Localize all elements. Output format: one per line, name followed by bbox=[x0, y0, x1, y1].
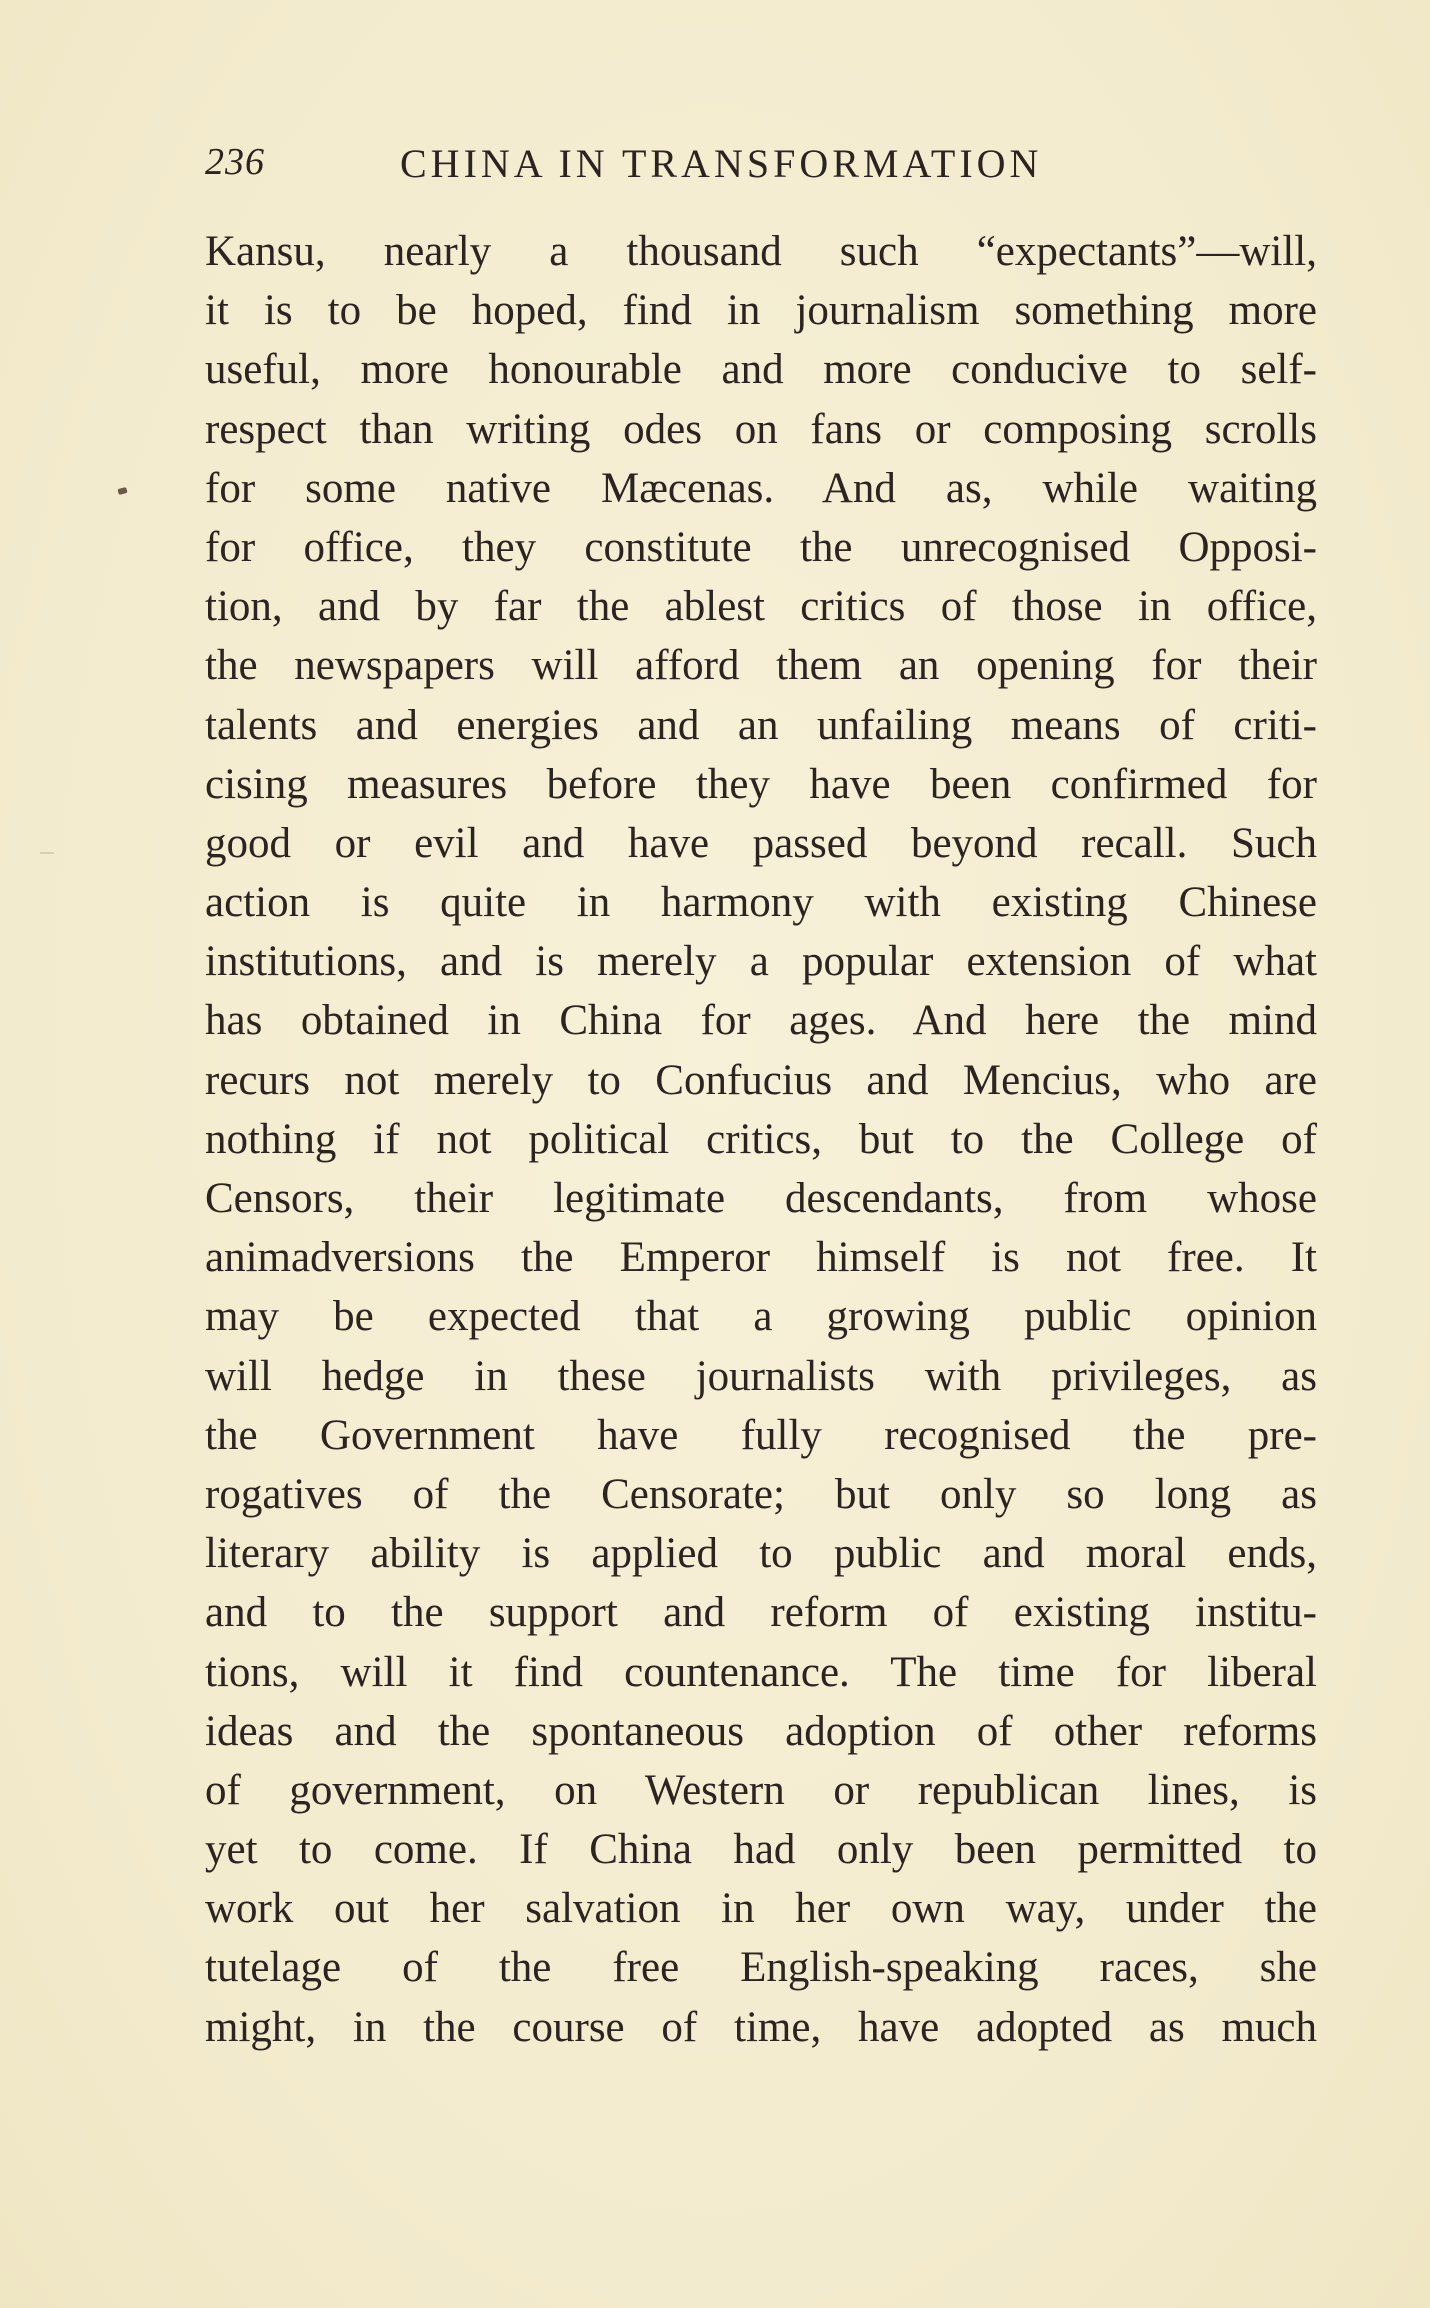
running-title: CHINA IN TRANSFORMATION bbox=[400, 141, 1043, 186]
text-line: ideas and the spontaneous adoption of other reforms bbox=[205, 1707, 1317, 1755]
text-line: Censors, their legitimate descendants, from whose bbox=[205, 1175, 1317, 1222]
text-line: recurs not merely to Confucius and Mencius, who are bbox=[205, 1056, 1317, 1104]
text-line: has obtained in China for ages. And here the mind bbox=[205, 997, 1317, 1045]
text-line: Kansu, nearly a thousand such “expectants”—will, bbox=[205, 228, 1317, 275]
text-line: tions, will it find countenance. The time for liberal bbox=[205, 1648, 1317, 1696]
text-line: may be expected that a growing public opinion bbox=[205, 1293, 1317, 1341]
text-line: rogatives of the Censorate; but only so long as bbox=[205, 1470, 1317, 1518]
text-line: work out her salvation in her own way, under the bbox=[205, 1885, 1317, 1933]
margin-mark bbox=[117, 487, 127, 495]
text-line: might, in the course of time, have adopted as much bbox=[205, 2003, 1317, 2051]
text-line: the newspapers will afford them an opening for their bbox=[205, 642, 1317, 690]
text-line: for office, they constitute the unrecognised Opposi- bbox=[205, 523, 1317, 571]
body-text bbox=[205, 222, 1317, 2057]
text-line: of government, on Western or republican lines, is bbox=[205, 1766, 1317, 1814]
text-line: the Government have fully recognised the pre- bbox=[205, 1411, 1317, 1459]
text-line: useful, more honourable and more conducive to self- bbox=[205, 346, 1317, 394]
text-line: action is quite in harmony with existing Chinese bbox=[205, 879, 1317, 927]
text-line: tutelage of the free English-speaking races, she bbox=[205, 1944, 1317, 1992]
text-line: talents and energies and an unfailing means of criti- bbox=[205, 701, 1317, 749]
text-line: for some native Mæcenas. And as, while waiting bbox=[205, 464, 1317, 512]
text-line: cising measures before they have been confirmed for bbox=[205, 760, 1317, 808]
text-line: animadversions the Emperor himself is not free. It bbox=[205, 1234, 1317, 1282]
text-line: institutions, and is merely a popular extension of what bbox=[205, 938, 1317, 986]
text-line: good or evil and have passed beyond recall. Such bbox=[205, 819, 1317, 867]
text-line: respect than writing odes on fans or composing scrolls bbox=[205, 405, 1317, 453]
margin-dash bbox=[40, 852, 54, 854]
text-line: and to the support and reform of existing institu- bbox=[205, 1589, 1317, 1637]
text-line: it is to be hoped, find in journalism something more bbox=[205, 287, 1317, 335]
text-line: tion, and by far the ablest critics of those in office, bbox=[205, 583, 1317, 631]
text-line: yet to come. If China had only been permitted to bbox=[205, 1826, 1317, 1874]
text-line: will hedge in these journalists with privileges, as bbox=[205, 1352, 1317, 1400]
text-line: nothing if not political critics, but to the College of bbox=[205, 1115, 1317, 1163]
page-number: 236 bbox=[205, 141, 265, 183]
running-head bbox=[205, 140, 1325, 200]
text-line: literary ability is applied to public and moral ends, bbox=[205, 1530, 1317, 1578]
